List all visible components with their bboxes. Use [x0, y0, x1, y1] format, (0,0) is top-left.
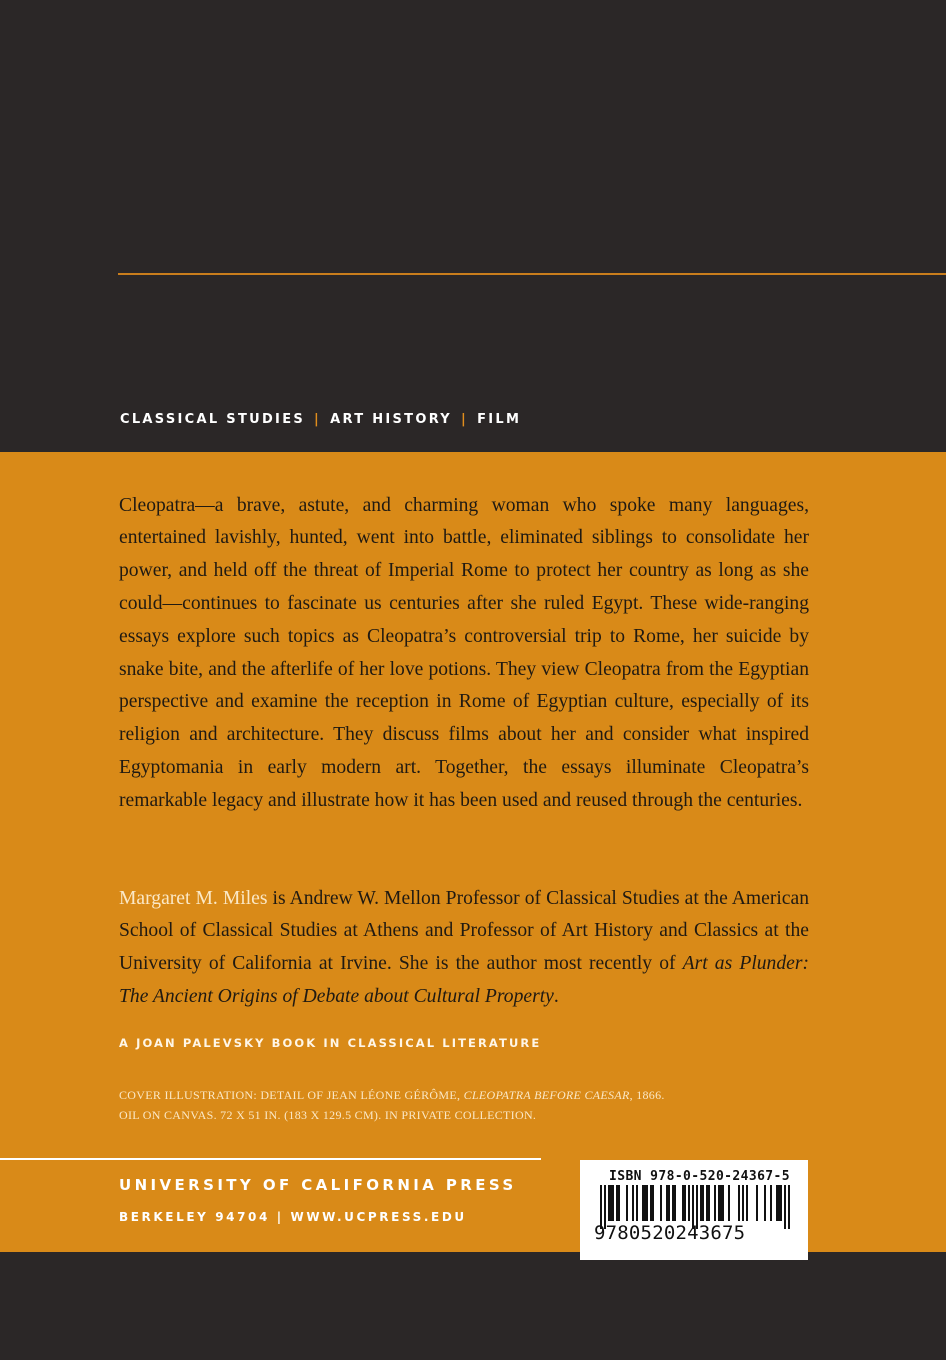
barcode-bar	[688, 1185, 690, 1221]
barcode-bar	[642, 1185, 644, 1221]
barcode-bar	[668, 1185, 670, 1221]
barcode-bar	[746, 1185, 748, 1221]
credit-prefix: COVER ILLUSTRATION: DETAIL OF JEAN LÉONE GÉRÔME,	[119, 1088, 464, 1102]
series-name: A JOAN PALEVSKY BOOK IN CLASSICAL LITERATURE	[119, 1036, 542, 1050]
barcode-bar	[674, 1185, 676, 1221]
barcode-bar	[706, 1185, 708, 1221]
barcode-bar	[626, 1185, 628, 1221]
barcode-bar	[780, 1185, 782, 1221]
barcode-bar	[672, 1185, 674, 1221]
painting-title: CLEOPATRA BEFORE CAESAR	[463, 1088, 630, 1102]
barcode-bar	[632, 1185, 634, 1221]
author-bio-end: .	[553, 985, 559, 1007]
isbn-barcode	[580, 1160, 808, 1260]
barcode-bar	[700, 1185, 702, 1221]
barcode-bar	[778, 1185, 780, 1221]
barcode-bar	[708, 1185, 710, 1221]
credit-line-1	[119, 1085, 759, 1105]
author-name: Margaret M. Miles	[119, 887, 268, 909]
barcode-bar	[618, 1185, 620, 1221]
barcode-bar	[770, 1185, 772, 1221]
author-bio	[119, 883, 809, 1014]
barcode-bar	[722, 1185, 724, 1221]
category-separator: |	[461, 412, 469, 427]
barcode-bar	[718, 1185, 720, 1221]
author-bio-text: is Andrew W. Mellon Professor of Classical Studies at the American School of Classical Studies at Athens and Professor of Art History and Classics at the University of California at Irvine. She is the author most recently of	[119, 887, 809, 975]
author-recent-book-title: Art as Plunder: The Ancient Origins of Debate about Cultural Property	[119, 953, 809, 1007]
barcode-bar	[636, 1185, 638, 1221]
orange-divider-rule	[118, 273, 946, 275]
credit-line-2: OIL ON CANVAS. 72 X 51 IN. (183 X 129.5 CM). IN PRIVATE COLLECTION.	[119, 1108, 537, 1122]
barcode-bar	[756, 1185, 758, 1221]
cover-illustration-credit	[119, 1085, 759, 1125]
publisher-name: UNIVERSITY OF CALIFORNIA PRESS	[119, 1176, 517, 1194]
publisher-address: BERKELEY 94704 | WWW.UCPRESS.EDU	[119, 1210, 467, 1224]
credit-suffix: , 1866.	[629, 1088, 665, 1102]
top-dark-panel	[0, 0, 946, 452]
subject-categories	[120, 412, 521, 427]
barcode-bar	[764, 1185, 766, 1221]
barcode-digits: 9780520243675	[594, 1222, 746, 1244]
barcode-bar	[666, 1185, 668, 1221]
barcode-bar	[728, 1185, 730, 1221]
barcode-bar	[644, 1185, 646, 1221]
barcode-bar	[660, 1185, 662, 1221]
barcode-bar	[720, 1185, 722, 1221]
barcode-bar	[682, 1185, 684, 1221]
barcode-bar	[616, 1185, 618, 1221]
barcode-bar	[742, 1185, 744, 1221]
white-divider-rule	[0, 1158, 541, 1160]
category-classical-studies: CLASSICAL STUDIES	[120, 412, 306, 427]
category-art-history: ART HISTORY	[330, 412, 453, 427]
barcode-bar	[610, 1185, 612, 1221]
category-separator: |	[314, 412, 322, 427]
barcode-bar	[652, 1185, 654, 1221]
barcode-bar	[646, 1185, 648, 1221]
barcode-bar	[612, 1185, 614, 1221]
barcode-bar	[776, 1185, 778, 1221]
barcode-bar	[738, 1185, 740, 1221]
category-film: FILM	[477, 412, 522, 427]
barcode-bar	[650, 1185, 652, 1221]
isbn-label: ISBN 978-0-520-24367-5	[609, 1169, 790, 1184]
book-description: Cleopatra—a brave, astute, and charming woman who spoke many languages, entertained lavishly, hunted, went into battle, eliminated siblings to consolidate her power, and held off the threat of Imperial Rome to protect her country as long as she could—continues to fascinate us centuries after she ruled Egypt. These wide-ranging essays explore such topics as Cleopatra’s controversial trip to Rome, her suicide by snake bite, and the afterlife of her love potions. They view Cleopatra from the Egyptian perspective and examine the reception in Rome of Egyptian culture, especially of its religion and architecture. They discuss films about her and consider what inspired Egyptomania in early modern art. Together, the essays illuminate Cleopatra’s remarkable legacy and illustrate how it has been used and reused through the centuries.	[119, 494, 809, 811]
barcode-bar	[684, 1185, 686, 1221]
barcode-bar	[608, 1185, 610, 1221]
barcode-bar	[702, 1185, 704, 1221]
barcode-bar	[714, 1185, 716, 1221]
